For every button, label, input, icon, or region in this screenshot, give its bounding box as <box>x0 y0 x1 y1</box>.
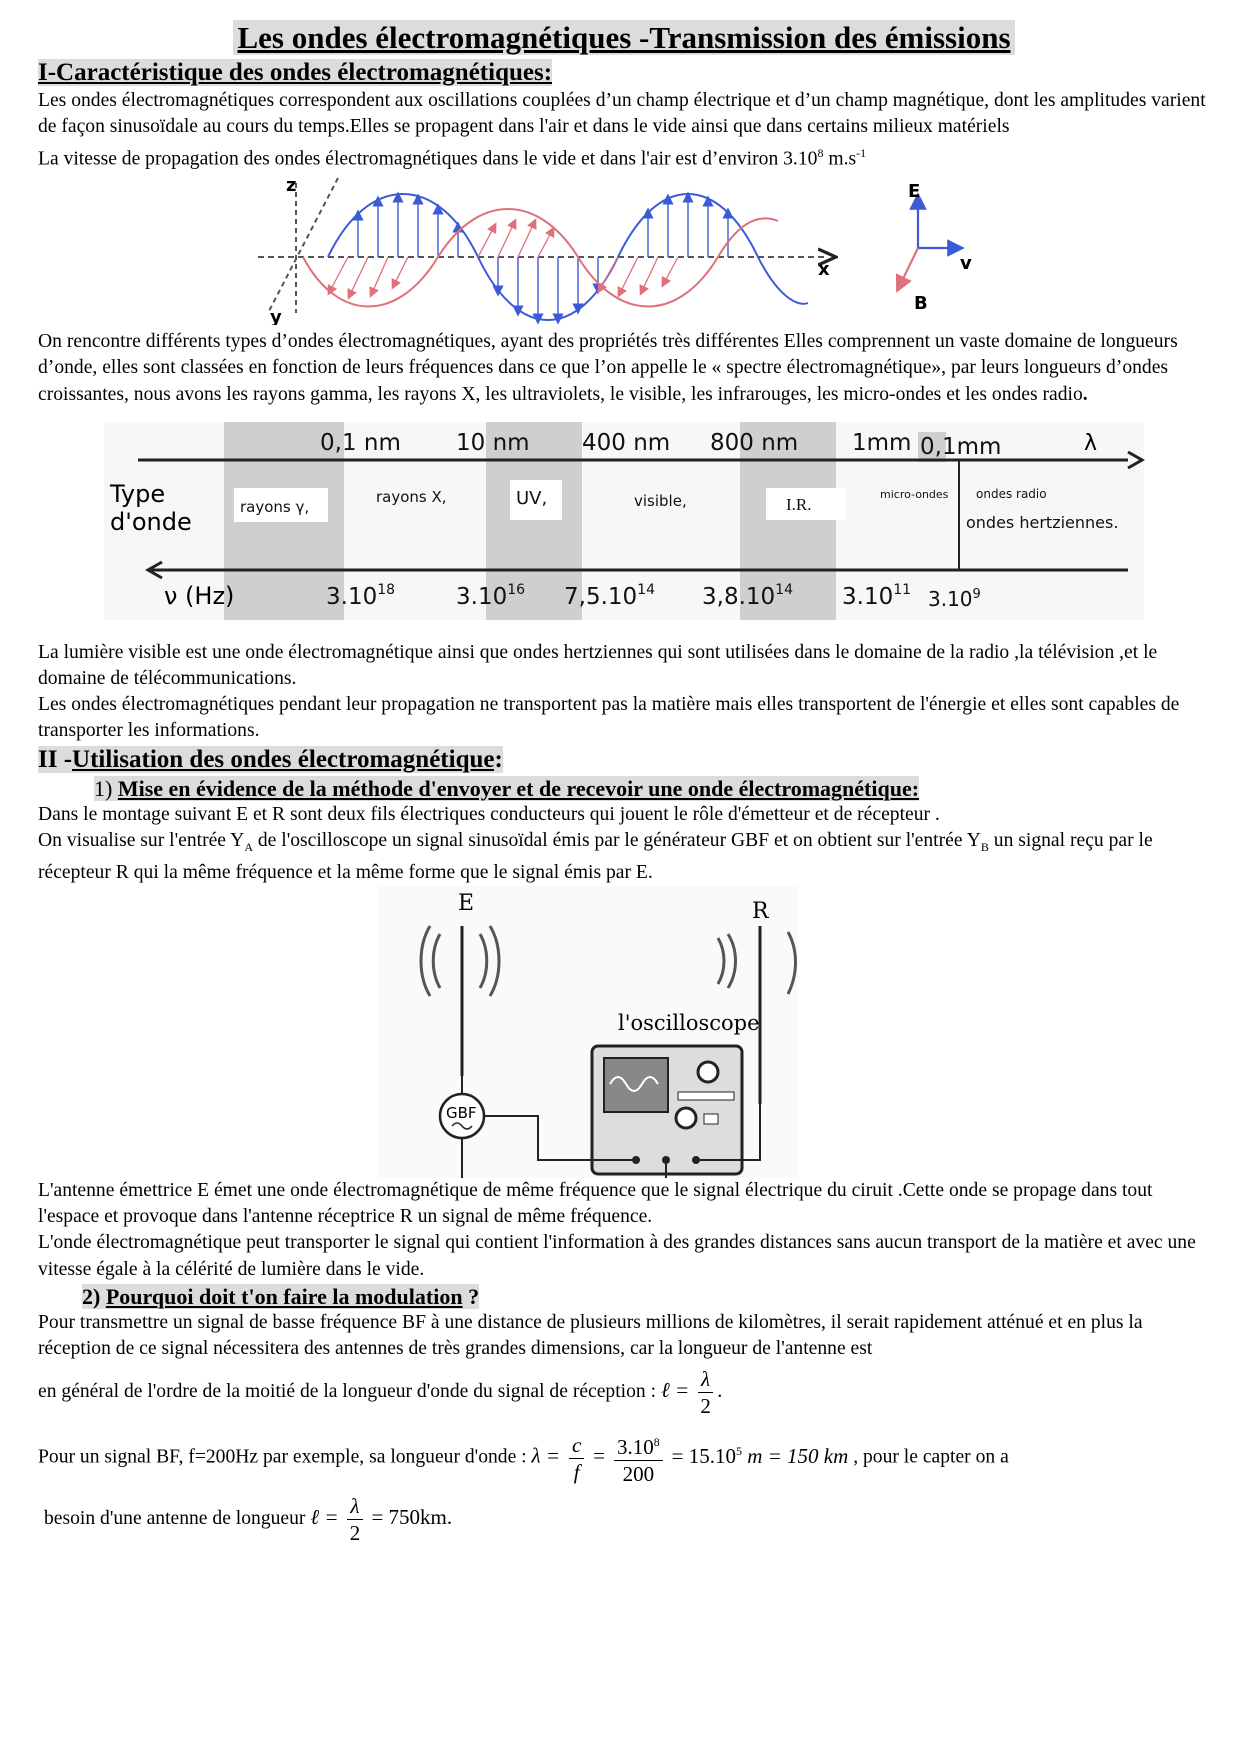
z-axis-label: z <box>286 175 297 197</box>
formula-line: en général de l'ordre de la moitié de la longueur d'onde du signal de réception : ℓ = $\frac{\lambda}{2}$ . <box>38 1367 723 1419</box>
svg-text:3.109: 3.10$^9$ <box>928 586 981 611</box>
svg-text:1mm: 1mm <box>852 429 912 456</box>
em-spectrum-figure <box>38 422 1210 622</box>
svg-text:0,1 nm: 0,1 nm <box>320 429 401 456</box>
formula-line: Pour un signal BF, f=200Hz par exemple, sa longueur d'onde : λ = $\frac{c}{f}$ = $\frac{3.10^8}{200}$ = $15.10^5$ m = 150 km , pour le capter on a <box>38 1429 1210 1487</box>
svg-text:3.1016: 3.10$^{16}$ <box>456 581 526 610</box>
paragraph: Pour transmettre un signal de basse fréquence BF à une distance de plusieurs millions de kilomètres, il serait rapidement atténué et en plus la réception de ce signal nécessitera des antennes de très grandes dimensions, car la longueur de l'antenne est <box>38 1311 1143 1360</box>
oscilloscope-screen <box>604 1058 668 1112</box>
paragraph: Les ondes électromagnétiques correspondent aux oscillations couplées d’un champ électrique et d’un champ magnétique, dont les amplitudes varient de façon sinusoïdale au cours du temps.Elles se propagent dans l'air et dans le vide ainsi que dans certains milieux matériels <box>38 90 1206 138</box>
paragraph: La vitesse de propagation des ondes électromagnétiques dans le vide et dans l'air est d’environ 3.10$^8$ $m.s^{-1}$ <box>38 146 867 170</box>
nu-label: ν (Hz) <box>164 581 235 610</box>
em-spectrum-diagram <box>38 422 1210 622</box>
emitter-label: E <box>458 891 475 917</box>
svg-text:3.1018: 3.10$^{18}$ <box>326 581 396 610</box>
paragraph: L'antenne émettrice E émet une onde électromagnétique de même fréquence que le signal électrique du ciruit .Cette onde se propage dans tout l'espace et provoque dans l'antenne réceptrice R un signal de même fréquence. <box>38 1180 1153 1228</box>
type-label-2: d'onde <box>110 507 192 536</box>
oscilloscope-label: l'oscilloscope <box>618 1011 760 1036</box>
svg-text:rayons γ,: rayons γ, <box>240 497 310 516</box>
svg-text:3.1011: 3.10$^{11}$ <box>842 581 912 610</box>
svg-text:3,8.1014: 3,8.10$^{14}$ <box>702 581 793 610</box>
page-title: Les ondes électromagnétiques -Transmission des émissions <box>38 18 1210 58</box>
y-axis-label: y <box>270 307 282 326</box>
svg-text:I.R.: I.R. <box>786 494 812 514</box>
svg-text:UV,: UV, <box>516 487 548 509</box>
svg-text:400 nm: 400 nm <box>582 429 671 456</box>
svg-text:10 nm: 10 nm <box>456 429 530 456</box>
paragraph: L'onde électromagnétique peut transporter le signal qui contient l'information à des grandes distances sans aucun transport de la matière et avec une vitesse égale à la célérité de lumière dans le vide. <box>38 1232 1196 1280</box>
emitter-receiver-circuit <box>38 886 1210 1178</box>
svg-text:0,1mm: 0,1mm <box>920 433 1002 460</box>
svg-text:ondes radio: ondes radio <box>976 486 1047 501</box>
section-2-heading: II -Utilisation des ondes électromagnétique: <box>38 745 503 773</box>
b-vector-label: B <box>914 293 928 315</box>
svg-text:rayons X,: rayons X, <box>376 487 447 506</box>
svg-text:ondes hertziennes.: ondes hertziennes. <box>966 512 1119 532</box>
gbf-label: GBF <box>446 1104 477 1123</box>
paragraph: On visualise sur l'entrée $Y_A$ de l'oscilloscope un signal sinusoïdal émis par le générateur GBF et on obtient sur l'entrée $Y_B$ un signal reçu par le récepteur R qui la même fréquence et la même forme que le signal émis par E. <box>38 829 1153 883</box>
paragraph: Les ondes électromagnétiques pendant leur propagation ne transportent pas la matière mais elles transportent de l'énergie et elles sont capables de transporter les informations. <box>38 694 1180 742</box>
field-vector-triad <box>900 181 972 314</box>
formula-line: besoin d'une antenne de longueur ℓ = $\frac{\lambda}{2}$ = 750km. <box>44 1494 453 1546</box>
svg-text:micro-ondes: micro-ondes <box>880 487 949 501</box>
section-1-heading: I-Caractéristique des ondes électromagnétiques: <box>38 59 553 86</box>
receiver-label: R <box>752 899 769 925</box>
svg-text:800 nm: 800 nm <box>710 429 799 456</box>
lambda-symbol: λ <box>1084 430 1098 456</box>
magnetic-field-vectors <box>330 223 678 295</box>
svg-text:visible,: visible, <box>634 491 687 510</box>
paragraph: La lumière visible est une onde électromagnétique ainsi que ondes hertziennes qui sont utilisées dans le domaine de la radio ,la télévision ,et le domaine de télécommunications. <box>38 641 1158 689</box>
subsection-2-heading: 2) Pourquoi doit t'on faire la modulation ? <box>82 1283 480 1309</box>
subsection-1-heading: 1) Mise en évidence de la méthode d'envoyer et de recevoir une onde électromagnétique: <box>94 775 920 801</box>
v-vector-label: v <box>960 253 972 275</box>
em-wave-diagram <box>38 173 1210 325</box>
paragraph: Dans le montage suivant E et R sont deux fils électriques conducteurs qui jouent le rôle d'émetteur et de récepteur . <box>38 803 940 825</box>
circuit-figure <box>38 886 1210 1178</box>
svg-text:7,5.1014: 7,5.10$^{14}$ <box>564 581 655 610</box>
paragraph: On rencontre différents types d’ondes électromagnétiques, ayant des propriétés très différentes Elles comprennent un vaste domaine de longueurs d’onde, elles sont classées en fonction de leurs fréquences dans ce que l’on appelle le « spectre électromagnétique», par leurs longueurs d’ondes croissantes, nous avons les rayons gamma, les rayons X, les ultraviolets, le visible, les infrarouges, les micro-ondes et les ondes radio. <box>38 331 1178 405</box>
em-wave-figure <box>38 173 1210 325</box>
e-vector-label: E <box>908 181 921 203</box>
x-axis-label: x <box>818 259 830 281</box>
type-label: Type <box>110 479 166 508</box>
document <box>38 18 1210 1546</box>
